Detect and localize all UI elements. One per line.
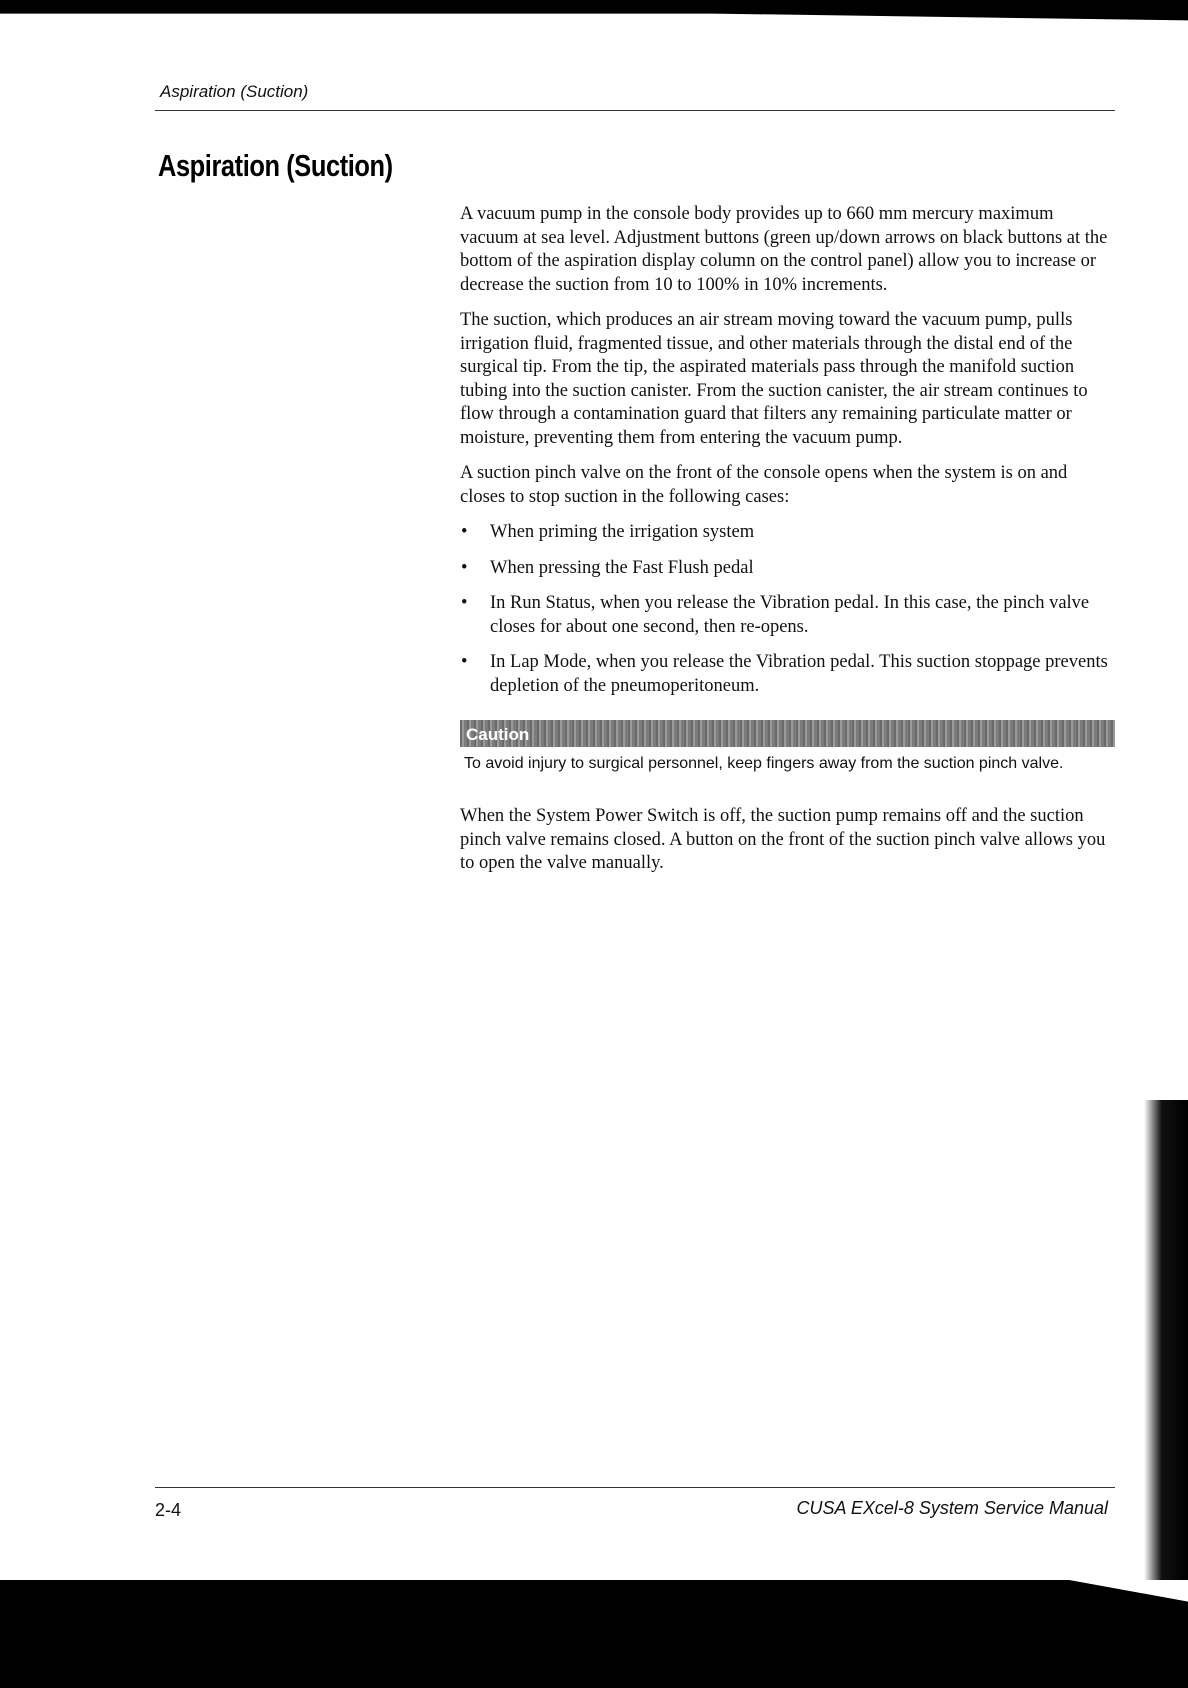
paragraph-vacuum-pump: A vacuum pump in the console body provides up to 660 mm mercury maximum vacuum at sea level. Adjustment buttons (green up/down arrows on black buttons at the bottom of the aspiration display column on the control panel) allow you to increase or decrease the suction from 10 to 100% in 10% increments.: [460, 204, 1108, 295]
bullet-icon: •: [461, 557, 468, 578]
paragraph-suction-flow: The suction, which produces an air stream moving toward the vacuum pump, pulls irrigation fluid, fragmented tissue, and other materials through the distal end of the surgical tip. From the tip, the aspirated materials pass through the manifold suction tubing into the suction canister. From the suction canister, the air stream continues to flow through a contamination guard that filters any remaining particulate matter or moisture, preventing them from entering the vacuum pump.: [460, 310, 1088, 448]
scan-edge-bottom: [0, 1580, 1188, 1688]
paragraph-pinch-valve: A suction pinch valve on the front of the console opens when the system is on and closes to stop suction in the following cases:: [460, 463, 1068, 507]
section-title: Aspiration (Suction): [158, 148, 393, 183]
caution-banner: [460, 720, 1115, 747]
caution-text: To avoid injury to surgical personnel, keep fingers away from the suction pinch valve.: [464, 755, 1064, 772]
manual-title: CUSA EXcel-8 System Service Manual: [796, 1498, 1108, 1518]
list-item: • In Run Status, when you release the Vibration pedal. In this case, the pinch valve closes for about one second, then re-opens.: [461, 593, 1090, 637]
page-number: 2-4: [155, 1500, 182, 1520]
bullet-icon: •: [461, 652, 468, 672]
scan-edge-top: [0, 0, 1188, 34]
footer-divider: [155, 1487, 1115, 1488]
running-header: Aspiration (Suction): [160, 82, 309, 101]
list-item: • When priming the irrigation system: [460, 521, 1115, 545]
bullet-icon: •: [461, 593, 468, 613]
body-column: [460, 203, 1115, 888]
list-item: • In Lap Mode, when you release the Vibration pedal. This suction stoppage prevents depletion of the pneumoperitoneum.: [461, 652, 1108, 696]
caution-notice: [460, 720, 1115, 775]
scan-edge-right: [1144, 1100, 1188, 1580]
list-item: • When pressing the Fast Flush pedal: [460, 557, 1115, 581]
bullet-icon: •: [461, 522, 468, 542]
pinch-valve-cases-list: [460, 521, 1115, 698]
paragraph-power-off: When the System Power Switch is off, the suction pump remains off and the suction pinch valve remains closed. A button on the front of the suction pinch valve allows you to open the valve manually.: [460, 806, 1106, 873]
header-divider: [155, 110, 1115, 111]
caution-label: Caution: [466, 725, 530, 744]
